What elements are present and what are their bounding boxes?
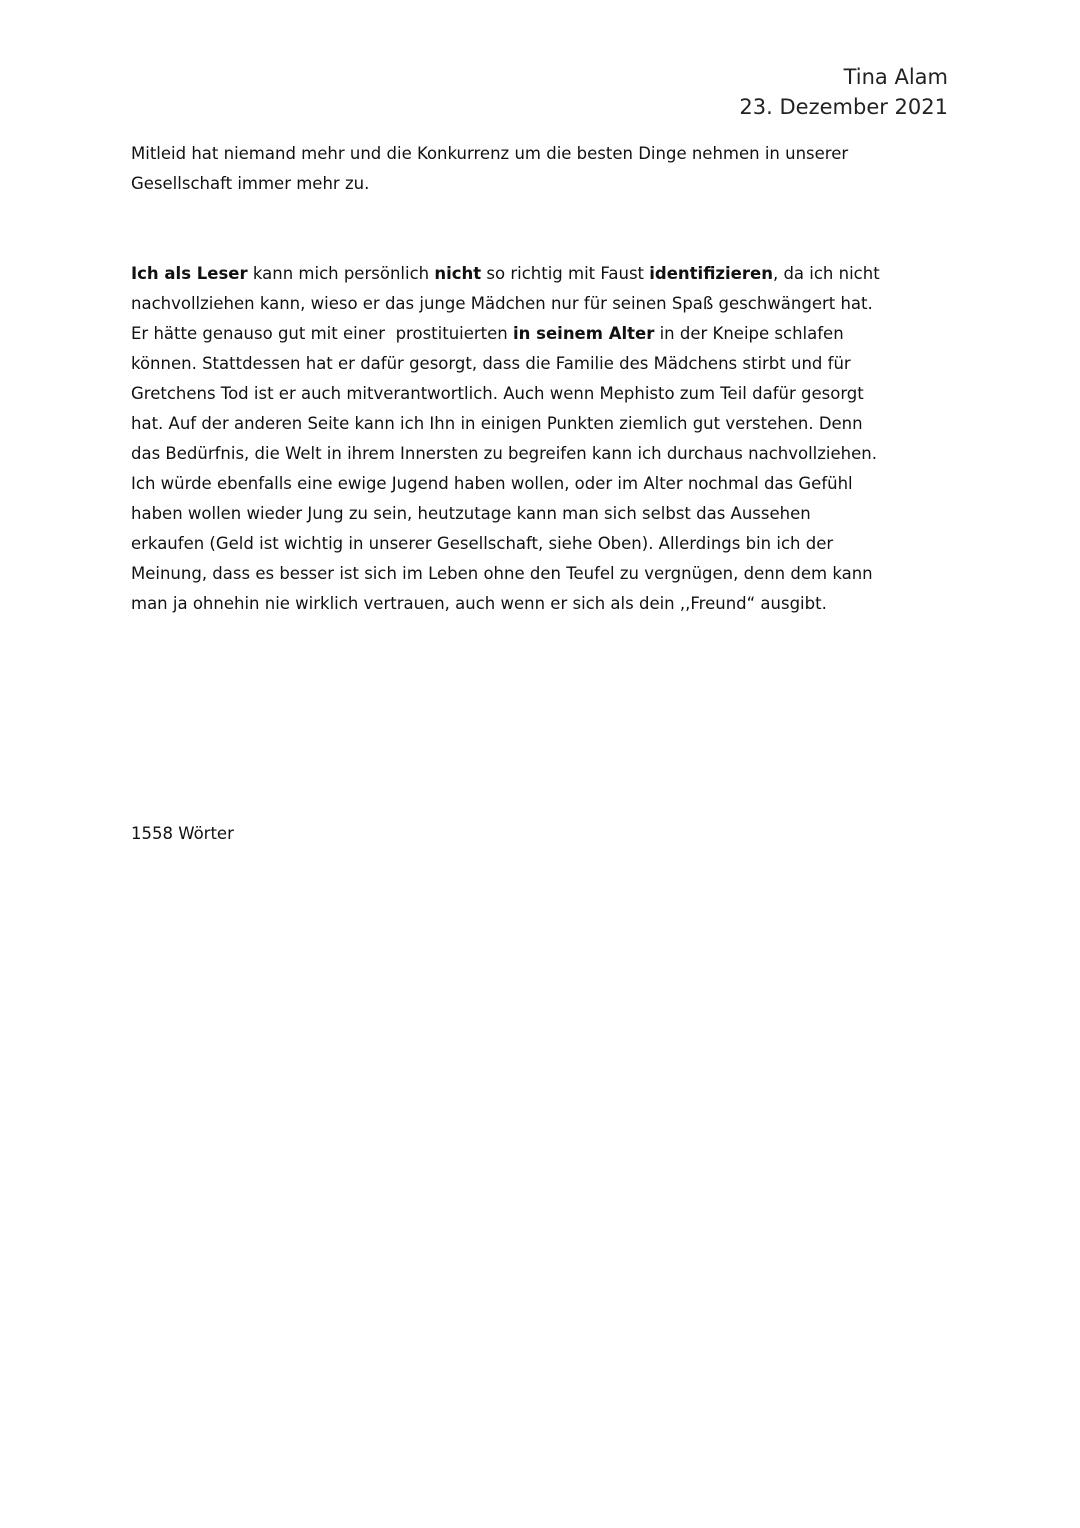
bold-phrase: identifizieren — [649, 264, 773, 283]
paragraph-line: Gretchens Tod ist er auch mitverantwortlich. Auch wenn Mephisto zum Teil dafür gesorgt — [131, 384, 864, 403]
paragraph-line: hat. Auf der anderen Seite kann ich Ihn in einigen Punkten ziemlich gut verstehen. Denn — [131, 414, 863, 433]
text-run: Er hätte genauso gut mit einer prostituierten — [131, 324, 513, 343]
text-run: kann mich persönlich — [247, 264, 435, 283]
bold-phrase: in seinem Alter — [513, 324, 655, 343]
paragraph-line: Gesellschaft immer mehr zu. — [131, 174, 370, 193]
paragraph-line: erkaufen (Geld ist wichtig in unserer Gesellschaft, siehe Oben). Allerdings bin ich der — [131, 534, 834, 553]
document-date: 23. Dezember 2021 — [739, 95, 948, 119]
bold-phrase: nicht — [434, 264, 482, 283]
text-run: in der Kneipe schlafen — [654, 324, 844, 343]
author-name: Tina Alam — [843, 65, 948, 89]
paragraph-line: können. Stattdessen hat er dafür gesorgt, dass die Familie des Mädchens stirbt und für — [131, 354, 851, 373]
paragraph-line: Mitleid hat niemand mehr und die Konkurrenz um die besten Dinge nehmen in unserer — [131, 144, 849, 163]
paragraph-line: haben wollen wieder Jung zu sein, heutzutage kann man sich selbst das Aussehen — [131, 504, 811, 523]
text-run: , da ich nicht — [772, 264, 880, 283]
document-header — [739, 62, 948, 122]
paragraph-2 — [131, 259, 951, 619]
bold-phrase: Ich als Leser — [131, 264, 248, 283]
paragraph-line — [131, 259, 951, 289]
paragraph-line: man ja ohnehin nie wirklich vertrauen, auch wenn er sich als dein ,,Freund“ ausgibt. — [131, 594, 827, 613]
paragraph-line: Ich würde ebenfalls eine ewige Jugend haben wollen, oder im Alter nochmal das Gefühl — [131, 474, 853, 493]
paragraph-line: nachvollziehen kann, wieso er das junge Mädchen nur für seinen Spaß geschwängert hat. — [131, 294, 873, 313]
paragraph-line: Meinung, dass es besser ist sich im Leben ohne den Teufel zu vergnügen, denn dem kann — [131, 564, 873, 583]
word-count: 1558 Wörter — [131, 824, 234, 843]
paragraph-1 — [131, 139, 951, 199]
text-run: so richtig mit Faust — [481, 264, 650, 283]
paragraph-line: das Bedürfnis, die Welt in ihrem Innersten zu begreifen kann ich durchaus nachvollziehen. — [131, 444, 877, 463]
paragraph-line — [131, 319, 951, 349]
